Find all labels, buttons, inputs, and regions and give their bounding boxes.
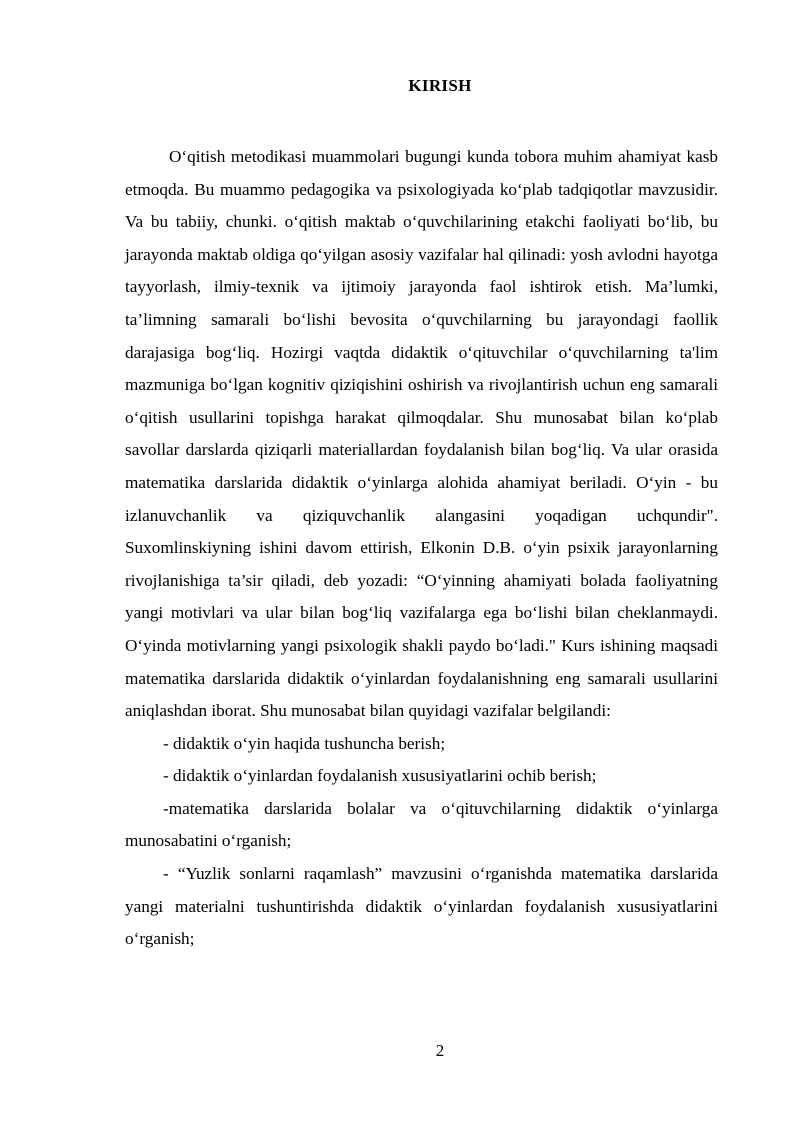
list-item: - “Yuzlik sonlarni raqamlash” mavzusini o‘rganishda matematika darslarida yangi materialni tushuntirishda didaktik o‘yinlardan foydalanish xususiyatlarini o‘rganish; xyxy=(125,864,718,949)
document-body xyxy=(125,141,718,956)
list-item: - didaktik o‘yin haqida tushuncha berish; xyxy=(163,733,446,753)
intro-paragraph: O‘qitish metodikasi muammolari bugungi kunda tobora muhim ahamiyat kasb etmoqda. Bu muammo pedagogika va psixologiyada ko‘plab tadqiqotlar mavzusidir. Va bu tabiiy, chunki. o‘qitish maktab o‘quvchilarining etakchi faoliyati bo‘lib, bu jarayonda maktab oldiga qo‘yilgan asosiy vazifalar hal qilinadi: yosh avlodni hayotga tayyorlash, ilmiy-texnik va ijtimoiy jarayonda faol ishtirok etish. Ma’lumki, ta’limning samarali bo‘lishi bevosita o‘quvchilarning bu jarayondagi faollik darajasiga bog‘liq. Hozirgi vaqtda didaktik o‘qituvchilar o‘quvchilarning ta'lim mazmuniga bo‘lgan kognitiv qiziqishini oshirish va rivojlantirish uchun eng samarali o‘qitish usullarini topishga harakat qilmoqdalar. Shu munosabat bilan ko‘plab savollar darslarda qiziqarli materiallardan foydalanish bilan bog‘liq. Va ular orasida matematika darslarida didaktik o‘yinlarga alohida ahamiyat beriladi. O‘yin - bu izlanuvchanlik va qiziquvchanlik alangasini yoqadigan uchqundir". Suxomlinskiyning ishini davom ettirish, Elkonin D.B. o‘yin psixik jarayonlarning rivojlanishiga ta’sir qiladi, deb yozadi: “O‘yinning ahamiyati bolada faoliyatning yangi motivlari va ular bilan bog‘liq vazifalarga ega bo‘lishi bilan cheklanmaydi. O‘yinda motivlarning yangi psixologik shakli paydo bo‘ladi." Kurs ishining maqsadi matematika darslarida didaktik o‘yinlardan foydalanishning eng samarali usullarini aniqlashdan iborat. Shu munosabat bilan quyidagi vazifalar belgilandi: xyxy=(125,147,718,721)
list-item: - didaktik o‘yinlardan foydalanish xususiyatlarini ochib berish; xyxy=(163,766,597,786)
page-number: 2 xyxy=(435,1041,445,1060)
page-title: KIRISH xyxy=(408,76,472,95)
list-item: -matematika darslarida bolalar va o‘qituvchilarning didaktik o‘yinlarga munosabatini o‘rganish; xyxy=(125,798,718,851)
